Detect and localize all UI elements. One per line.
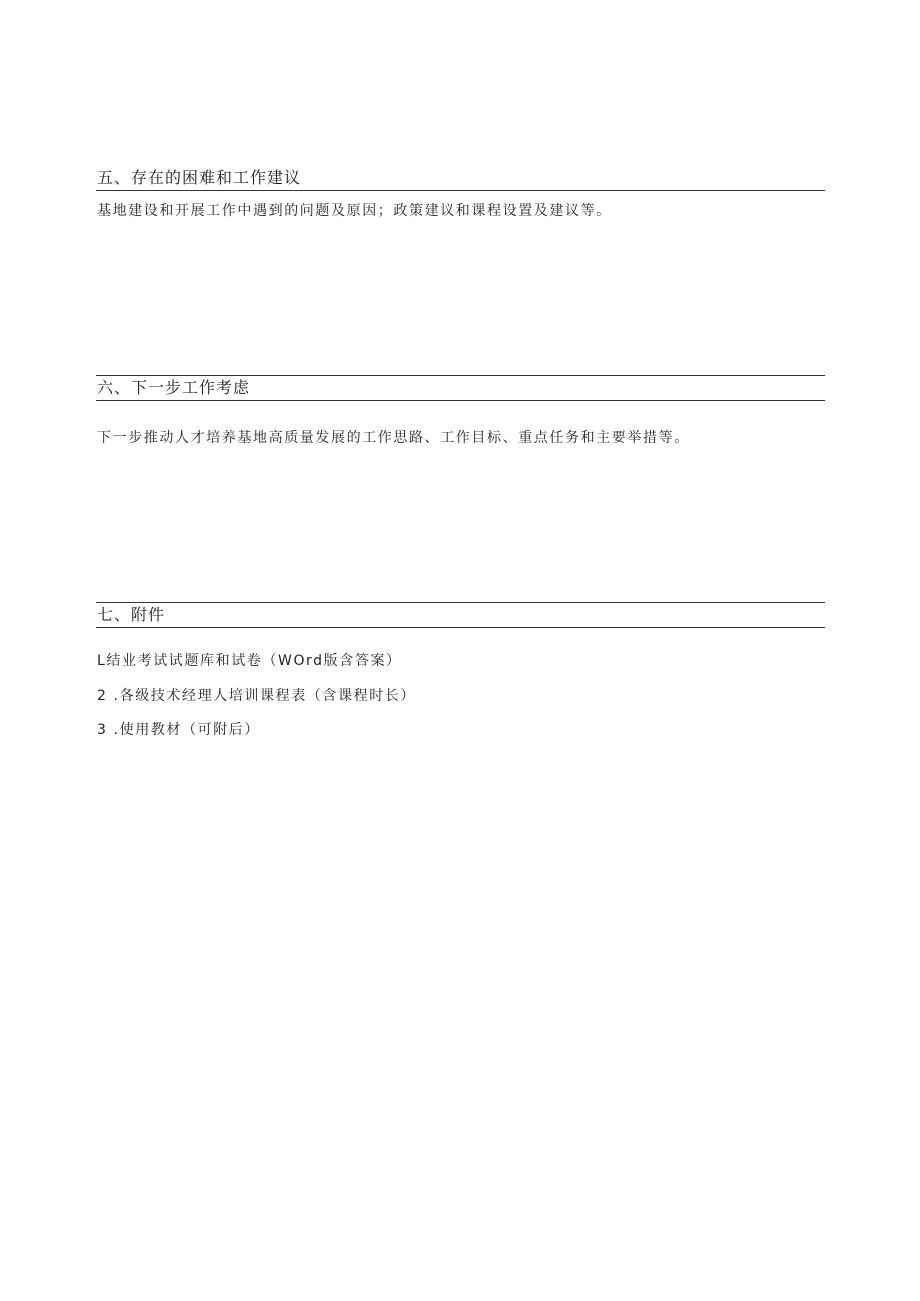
attachment-item-3: 3 .使用教材（可附后） bbox=[97, 722, 261, 738]
section-5-heading: 五、存在的困难和工作建议 bbox=[97, 168, 302, 187]
section-5-rule bbox=[96, 190, 825, 191]
section-7-rule bbox=[96, 627, 825, 628]
section-6-top-rule bbox=[96, 375, 825, 376]
section-5-body: 基地建设和开展工作中遇到的问题及原因；政策建议和课程设置及建议等。 bbox=[97, 203, 612, 219]
section-7-top-rule bbox=[96, 602, 825, 603]
attachment-item-1: L结业考试试题库和试卷（WOrd版含答案） bbox=[97, 653, 402, 669]
section-7-heading: 七、附件 bbox=[97, 605, 166, 624]
section-6-rule bbox=[96, 400, 825, 401]
section-6-body: 下一步推动人才培养基地高质量发展的工作思路、工作目标、重点任务和主要举措等。 bbox=[97, 430, 690, 446]
section-6-heading: 六、下一步工作考虑 bbox=[97, 378, 251, 397]
attachment-item-2: 2 .各级技术经理人培训课程表（含课程时长） bbox=[97, 688, 417, 704]
